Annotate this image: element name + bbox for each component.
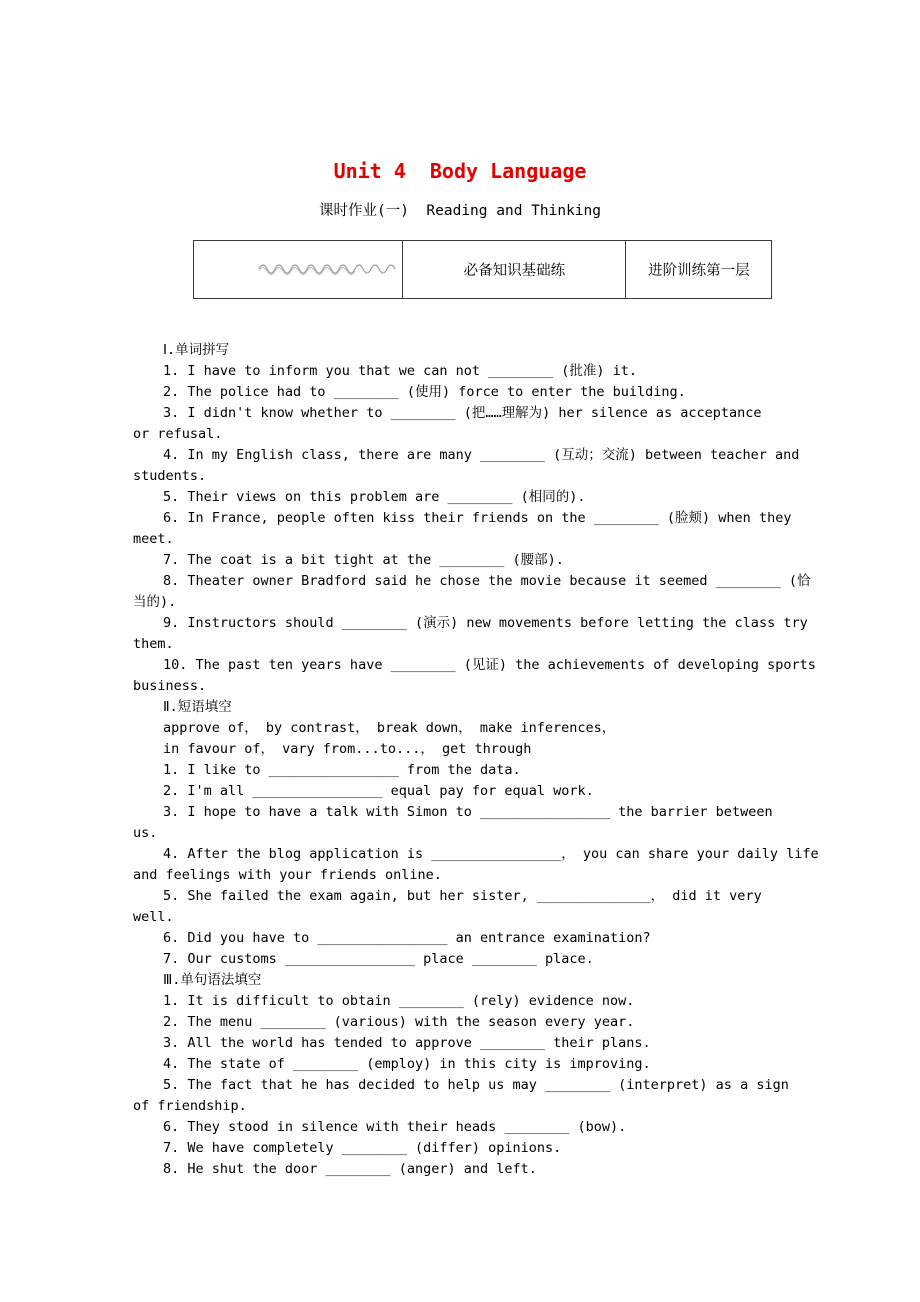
worksheet-line: 5. The fact that he has decided to help us may ________ (interpret) as a sign <box>163 1077 789 1093</box>
worksheet-line: 2. The menu ________ (various) with the season every year. <box>163 1014 635 1030</box>
pencil-squiggle-icon <box>256 260 402 276</box>
worksheet-line: meet. <box>133 531 174 547</box>
page-title: Unit 4 Body Language <box>333 159 587 183</box>
section-heading-3: Ⅲ.单句语法填空 <box>163 972 262 988</box>
worksheet-line: 3. All the world has tended to approve ________ their plans. <box>163 1035 651 1051</box>
worksheet-line: 3. I didn't know whether to ________ (把……理解为) her silence as acceptance <box>163 405 762 421</box>
header-table <box>193 240 772 299</box>
worksheet-line: or refusal. <box>133 426 223 442</box>
worksheet-line: 2. I'm all ________________ equal pay for equal work. <box>163 783 594 799</box>
worksheet-line: 当的). <box>133 594 177 610</box>
worksheet-line: students. <box>133 468 207 484</box>
worksheet-line: 5. She failed the exam again, but her sister, ______________， did it very <box>163 888 762 904</box>
worksheet-line: well. <box>133 909 174 925</box>
worksheet-line: 1. It is difficult to obtain ________ (rely) evidence now. <box>163 993 635 1009</box>
worksheet-line: 8. Theater owner Bradford said he chose the movie because it seemed ________ (恰 <box>163 573 811 589</box>
worksheet-line: 7. We have completely ________ (differ) opinions. <box>163 1140 562 1156</box>
page-subtitle: 课时作业(一) Reading and Thinking <box>318 203 601 219</box>
worksheet-line: 4. The state of ________ (employ) in this city is improving. <box>163 1056 651 1072</box>
worksheet-line: business. <box>133 678 207 694</box>
worksheet-line: 6. Did you have to ________________ an entrance examination? <box>163 930 651 946</box>
worksheet-line: and feelings with your friends online. <box>133 867 442 883</box>
worksheet-line: 7. The coat is a bit tight at the ________ (腰部). <box>163 552 564 568</box>
worksheet-line: 2. The police had to ________ (使用) force to enter the building. <box>163 384 686 400</box>
decoration-cell <box>194 241 403 299</box>
section-heading-1: Ⅰ.单词拼写 <box>163 342 230 358</box>
header-cell-advanced-practice: 进阶训练第一层 <box>626 241 772 299</box>
worksheet-line: 4. In my English class, there are many ________ (互动；交流) between teacher and <box>163 447 800 463</box>
worksheet-line: 1. I like to ________________ from the data. <box>163 762 521 778</box>
worksheet-line: 3. I hope to have a talk with Simon to ________________ the barrier between <box>163 804 773 820</box>
phrase-bank-line: approve of， by contrast， break down， make inferences， <box>163 720 616 736</box>
header-cell-basic-practice: 必备知识基础练 <box>403 241 626 299</box>
worksheet-line: 10. The past ten years have ________ (见证) the achievements of developing sports <box>163 657 816 673</box>
worksheet-line: 4. After the blog application is ________________， you can share your daily life <box>163 846 819 862</box>
worksheet-line: 6. They stood in silence with their heads ________ (bow). <box>163 1119 627 1135</box>
phrase-bank-line: in favour of， vary from...to...， get through <box>163 741 532 757</box>
worksheet-line: 1. I have to inform you that we can not ________ (批准) it. <box>163 363 638 379</box>
worksheet-line: 6. In France, people often kiss their friends on the ________ (脸颊) when they <box>163 510 792 526</box>
worksheet-line: 8. He shut the door ________ (anger) and left. <box>163 1161 537 1177</box>
worksheet-line: 9. Instructors should ________ (演示) new movements before letting the class try <box>163 615 808 631</box>
worksheet-body <box>133 340 853 1180</box>
worksheet-line: of friendship. <box>133 1098 247 1114</box>
section-heading-2: Ⅱ.短语填空 <box>163 699 232 715</box>
worksheet-line: us. <box>133 825 158 841</box>
worksheet-line: 7. Our customs ________________ place ________ place. <box>163 951 594 967</box>
worksheet-line: them. <box>133 636 174 652</box>
header-table-row <box>194 241 772 299</box>
worksheet-line: 5. Their views on this problem are ________ (相同的). <box>163 489 586 505</box>
